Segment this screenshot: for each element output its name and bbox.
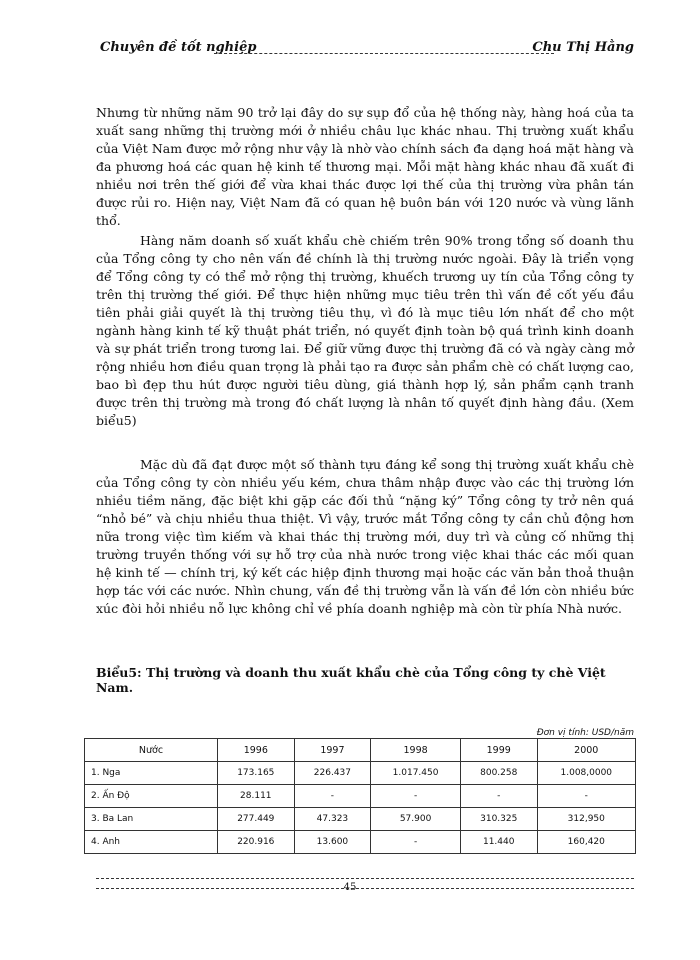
column-header: 1996 xyxy=(218,739,295,762)
table-cell: 1. Nga xyxy=(85,762,218,785)
header-title: Chuyên đề tốt nghiệp xyxy=(100,40,257,55)
table-cell: - xyxy=(460,785,537,808)
table-cell: - xyxy=(371,831,461,854)
table-header-row xyxy=(85,739,636,762)
paragraph-3: Mặc dù đã đạt được một số thành tựu đáng kể song thị trường xuất khẩu chè của Tổng công ty còn nhiều yếu kém, chưa thâm nhập được vào các thị trường lớn nhiều tiềm năng, đặc biệt khi gặp các đối thủ “nặng ký” Tổng công ty trở nên quá “nhỏ bé” và chịu nhiều thua thiệt. Vì vậy, trước mắt Tổng công ty cần chủ động hơn nữa trong việc tìm kiếm và khai thác thị trường mới, duy trì và củng cố những thị trường truyền thống với sự hỗ trợ của nhà nước trong việc khai thác các mối quan hệ kinh tế — chính trị, ký kết các hiệp định thương mại hoặc các văn bản thoả thuận hợp tác với các nước. Nhìn chung, vấn đề thị trường vẫn là vấn đề lớn còn nhiều bức xúc đòi hỏi nhiều nỗ lực không chỉ về phía doanh nghiệp mà còn từ phía Nhà nước. xyxy=(96,457,634,616)
table-cell: 2. Ấn Độ xyxy=(85,785,218,808)
table-cell: 310.325 xyxy=(460,808,537,831)
table-cell: 800.258 xyxy=(460,762,537,785)
table-cell: 28.111 xyxy=(218,785,295,808)
table-cell: 1.017.450 xyxy=(371,762,461,785)
table-row xyxy=(85,831,636,854)
column-header: 1998 xyxy=(371,739,461,762)
paragraph-2: Hàng năm doanh số xuất khẩu chè chiếm trên 90% trong tổng số doanh thu của Tổng công ty cho nên vấn đề chính là thị trường nước ngoài. Đây là triển vọng để Tổng công ty có thể mở rộng thị trường, khuếch trương uy tín của Tổng công ty trên thị trường thế giới. Để thực hiện những mục tiêu trên thì vấn đề cốt yếu đầu tiên phải giải quyết là thị trường tiêu thụ, vì đó là mục tiêu lớn nhất để cho một ngành hàng kinh tế kỹ thuật phát triển, nó quyết định toàn bộ quá trình kinh doanh và sự phát triển trong tương lai. Để giữ vững được thị trường đã có và ngày càng mở rộng nhiều hơn điều quan trọng là phải tạo ra được sản phẩm chè có chất lượng cao, bao bì đẹp thu hút được người tiêu dùng, giá thành hợp lý, sản phẩm cạnh tranh được trên thị trường mà trong đó chất lượng là nhân tố quyết định hàng đầu. (Xem biểu5) xyxy=(96,233,634,428)
table-cell: 57.900 xyxy=(371,808,461,831)
table-cell: 277.449 xyxy=(218,808,295,831)
table-cell: 160,420 xyxy=(537,831,635,854)
table-cell: - xyxy=(537,785,635,808)
table-cell: - xyxy=(371,785,461,808)
column-header: 1997 xyxy=(294,739,371,762)
footer-rule-bottom xyxy=(96,888,634,889)
table-row xyxy=(85,808,636,831)
page-number-text: 45 xyxy=(340,882,361,893)
column-header: 1999 xyxy=(460,739,537,762)
table-cell: 47.323 xyxy=(294,808,371,831)
export-table xyxy=(84,738,636,854)
paragraph-1: Nhưng từ những năm 90 trở lại đây do sự sụp đổ của hệ thống này, hàng hoá của ta xuất sang những thị trường mới ở nhiều châu lục khác nhau. Thị trường xuất khẩu của Việt Nam được mở rộng như vậy là nhờ vào chính sách đa dạng hoá mặt hàng và đa phương hoá các quan hệ kinh tế thương mại. Mỗi mặt hàng khác nhau đã xuất đi nhiều nơi trên thế giới để vừa khai thác được lợi thế của thị trường vừa phân tán được rủi ro. Hiện nay, Việt Nam đã có quan hệ buôn bán với 120 nước và vùng lãnh thổ. xyxy=(96,105,634,228)
table-caption: Biểu5: Thị trường và doanh thu xuất khẩu chè của Tổng công ty chè Việt Nam. xyxy=(96,665,606,695)
table-cell: 173.165 xyxy=(218,762,295,785)
table-row xyxy=(85,785,636,808)
table-cell: 3. Ba Lan xyxy=(85,808,218,831)
unit-note: Đơn vị tính: USD/năm xyxy=(536,728,634,738)
table-cell: 312,950 xyxy=(537,808,635,831)
column-header: Nước xyxy=(85,739,218,762)
header-author: Chu Thị Hằng xyxy=(532,40,634,55)
table-cell: 226.437 xyxy=(294,762,371,785)
table-cell: 1.008,0000 xyxy=(537,762,635,785)
table-cell: 11.440 xyxy=(460,831,537,854)
page-header xyxy=(96,40,634,62)
header-rule xyxy=(214,53,554,54)
table-cell: 13.600 xyxy=(294,831,371,854)
table-cell: - xyxy=(294,785,371,808)
table-cell: 220.916 xyxy=(218,831,295,854)
table-row xyxy=(85,762,636,785)
column-header: 2000 xyxy=(537,739,635,762)
table-cell: 4. Anh xyxy=(85,831,218,854)
footer-rule-top xyxy=(96,878,634,879)
